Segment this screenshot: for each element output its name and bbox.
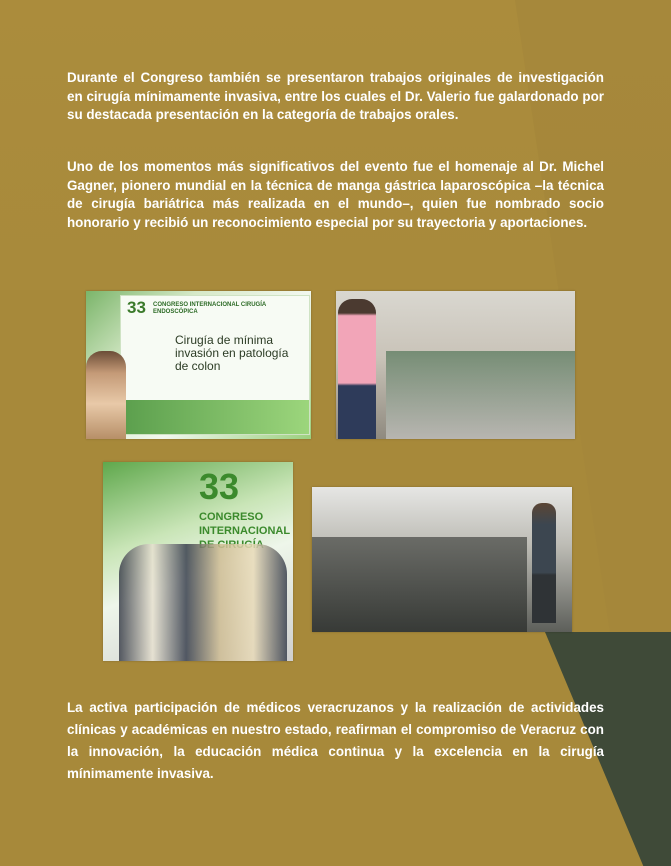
- slide-header: CONGRESO INTERNACIONAL CIRUGÍA ENDOSCÓPICA: [153, 302, 267, 315]
- slide-title: Cirugía de mínima invasión en patología de colon: [175, 333, 289, 373]
- speaker-figure: [86, 351, 126, 439]
- paragraph-conclusion: La activa participación de médicos veracruzanos y la realización de actividades clínicas y académicas en nuestro estado, reafirman el compromiso de Veracruz con la innovación, la educación médica continua y la excelencia en la cirugía mínimamente invasiva.: [67, 700, 604, 781]
- slide-number: 33: [127, 298, 146, 317]
- slide-band: [121, 400, 309, 434]
- standing-man-figure: [338, 299, 376, 439]
- photo-speaker-slide: [86, 291, 311, 439]
- presenter-figure: [532, 503, 556, 623]
- meeting-tables: [386, 351, 575, 439]
- audience-figures: [312, 537, 527, 632]
- group-figures: [119, 544, 287, 661]
- photo-meeting-room: [336, 291, 575, 439]
- photo-classroom: [312, 487, 572, 632]
- banner-text: CONGRESO INTERNACIONAL: [199, 511, 290, 537]
- presentation-slide: [120, 295, 310, 435]
- paragraph-homage: Uno de los momentos más significativos del evento fue el homenaje al Dr. Michel Gagner, pionero mundial en la técnica de manga gástrica laparoscópica –la técnica de cirugía bariátrica más realizada en el mundo–, quien fue nombrado socio honorario y recibió un reconocimiento especial por su trayectoria y aportaciones.: [67, 159, 604, 230]
- banner-number: 33: [199, 466, 240, 507]
- photo-group-banner: [103, 462, 293, 661]
- paragraph-award: Durante el Congreso también se presentaron trabajos originales de investigación en cirugía mínimamente invasiva, entre los cuales el Dr. Valerio fue galardonado por su destacada presentación en la categoría de trabajos orales.: [67, 70, 604, 122]
